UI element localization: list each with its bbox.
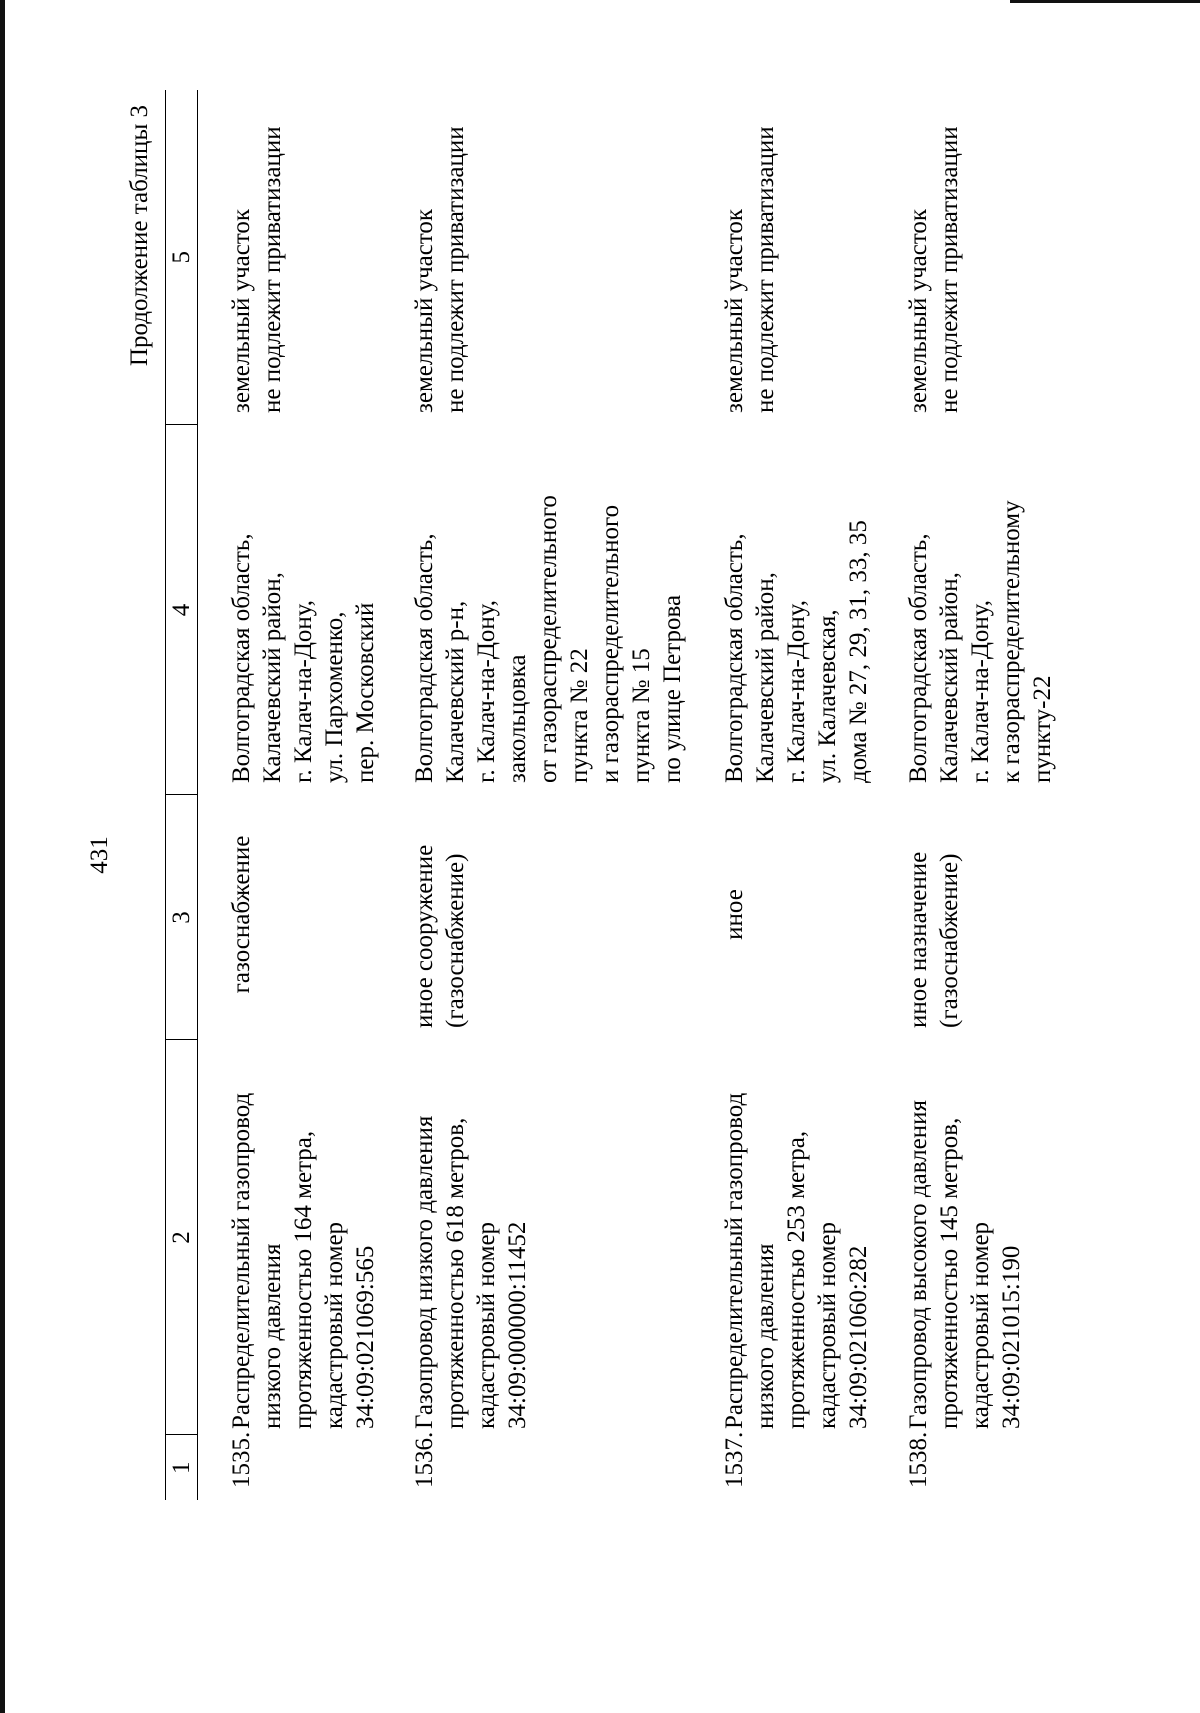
row-number: 1535. — [228, 1431, 255, 1488]
table-caption: Продолжение таблицы 3 — [126, 105, 153, 367]
row-number: 1538. — [905, 1431, 932, 1488]
row-number: 1536. — [411, 1431, 438, 1488]
object-purpose: иное сооружение (газоснабжение) — [411, 844, 469, 1028]
object-address: Волгоградская область, Калачевский район, г. Калач-на-Дону, к газораспределительному пункту-22 — [905, 500, 1056, 783]
object-address: Волгоградская область, Калачевский район, г. Калач-на-Дону, ул. Калачевская, дома № 27, 29, 31, 33, 35 — [721, 520, 872, 783]
property-table — [165, 90, 1083, 1500]
object-name: Распределительный газопровод низкого давления протяженностью 253 метра, кадастровый номер 34:09:021060:282 — [721, 1092, 872, 1429]
table-row — [875, 90, 1083, 1500]
object-purpose: иное назначение (газоснабжение) — [905, 851, 963, 1028]
scan-edge-top — [1010, 0, 1200, 3]
object-note: земельный участок не подлежит приватизации — [905, 126, 963, 413]
document-page — [0, 45, 1140, 1665]
object-address: Волгоградская область, Калачевский район, г. Калач-на-Дону, ул. Пархоменко, пер. Московский — [228, 533, 379, 783]
object-note: земельный участок не подлежит приватизации — [721, 126, 779, 413]
object-name: Газопровод высокого давления протяженностью 145 метров, кадастровый номер 34:09:021015:190 — [905, 1100, 1025, 1429]
table-row — [381, 90, 691, 1500]
row-number: 1537. — [721, 1431, 748, 1488]
table-row — [198, 90, 382, 1500]
object-name: Газопровод низкого давления протяженностью 618 метров, кадастровый номер 34:09:000000:11452 — [411, 1115, 531, 1429]
object-purpose: газоснабжение — [228, 835, 255, 994]
column-header: 1 — [166, 1435, 198, 1500]
object-note: земельный участок не подлежит приватизации — [228, 126, 286, 413]
object-address: Волгоградская область, Калачевский р-н, г. Калач-на-Дону, закольцовка от газораспределительного пункта № 22 и газораспределительного пункта № 15 по улице Петрова — [411, 495, 686, 783]
object-note: земельный участок не подлежит приватизации — [411, 126, 469, 413]
column-header: 5 — [166, 90, 198, 425]
page-number: 431 — [86, 836, 113, 874]
column-header: 4 — [166, 425, 198, 795]
column-number-row — [166, 90, 198, 1500]
column-header: 2 — [166, 1040, 198, 1435]
table-row — [691, 90, 875, 1500]
object-name: Распределительный газопровод низкого давления протяженностью 164 метра, кадастровый номер 34:09:021069:565 — [228, 1092, 379, 1429]
column-header: 3 — [166, 795, 198, 1040]
object-purpose: иное — [721, 889, 748, 940]
